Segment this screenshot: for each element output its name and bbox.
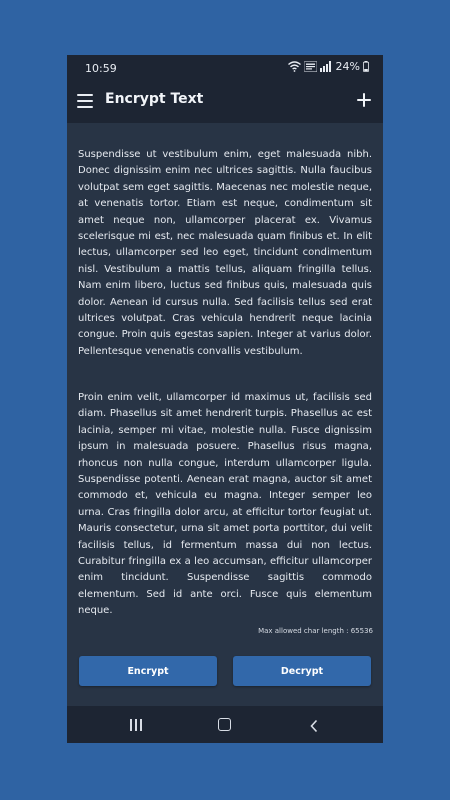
plus-icon[interactable] — [357, 93, 371, 107]
volte-icon — [304, 61, 317, 72]
wifi-icon — [288, 61, 301, 72]
text-paragraph-2[interactable]: Proin enim velit, ullamcorper id maximus ut, facilisis sed diam. Phasellus sit amet hendrerit turpis. Phasellus ac est lacinia, semper mi vitae, molestie nulla. Fusce dignissim ipsum in malesuada posuere. Phasellus risus magna, rhoncus non nulla congue, interdum ullamcorper ligula. Suspendisse potenti. Aenean erat magna, auctor sit amet commodo et, vehicula eu magna. Integer semper leo urna. Cras fringilla dolor arcu, at efficitur tortor feugiat ut. Mauris consectetur, urna sit amet porta porttitor, dui velit facilisis tellus, id fermentum massa dui non lectus. Curabitur fringilla ex a leo accumsan, efficitur ullamcorper enim tincidunt. Suspendisse sagittis commodo elementum. Sed id ante orci. Fusce quis elementum neque. — [78, 392, 372, 617]
phone-screen — [67, 55, 383, 743]
max-char-length-label: Max allowed char length : 65536 — [258, 627, 373, 635]
back-icon[interactable] — [309, 718, 319, 732]
battery-icon — [363, 61, 369, 72]
app-bar — [67, 81, 383, 123]
battery-percentage: 24% — [335, 60, 360, 73]
signal-icon — [320, 61, 331, 72]
status-bar — [67, 55, 383, 81]
status-time: 10:59 — [85, 62, 117, 75]
recent-apps-icon[interactable] — [130, 719, 142, 731]
decrypt-button[interactable]: Decrypt — [233, 656, 371, 686]
page-title: Encrypt Text — [105, 91, 204, 107]
home-icon[interactable] — [218, 718, 231, 731]
system-nav-bar — [67, 706, 383, 743]
text-editor-area[interactable] — [67, 123, 383, 706]
hamburger-menu-icon[interactable] — [77, 94, 93, 108]
text-paragraph-1[interactable]: Suspendisse ut vestibulum enim, eget malesuada nibh. Donec dignissim enim nec ultrices sagittis. Nulla faucibus volutpat sem eget sagittis. Maecenas nec molestie neque, at venenatis tortor. Etiam est neque, condimentum sit amet neque non, ullamcorper placerat ex. Vivamus scelerisque mi est, nec malesuada quam finibus et. In elit lectus, ullamcorper sed leo eget, tincidunt condimentum nisl. Vestibulum a mattis tellus, aliquam fringilla tellus. Nam enim libero, luctus sed finibus quis, malesuada quis dolor. Aenean id cursus nulla. Sed facilisis tellus sed erat ultrices volutpat. Cras vehicula hendrerit neque lacinia congue. Proin quis egestas sapien. Integer at varius dolor. Pellentesque venenatis convallis vestibulum. — [78, 149, 372, 357]
encrypt-button[interactable]: Encrypt — [79, 656, 217, 686]
status-icons — [288, 60, 369, 73]
